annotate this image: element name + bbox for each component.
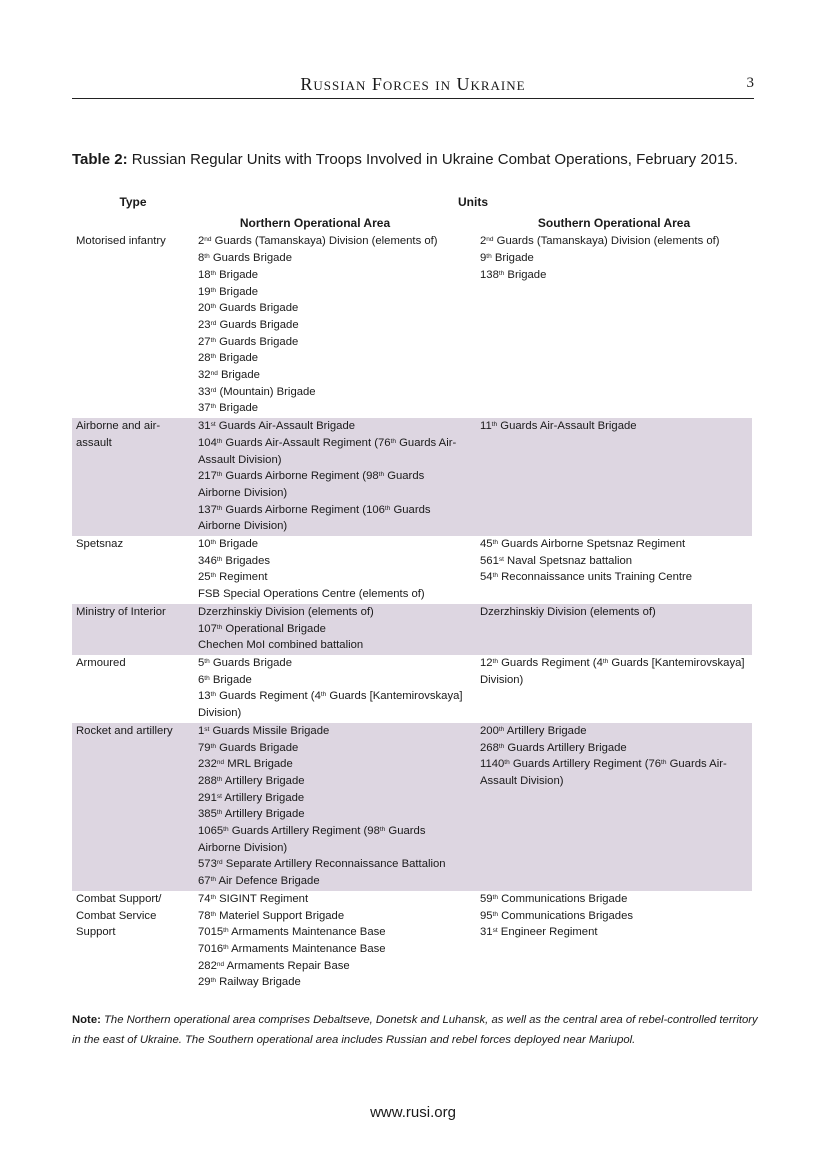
unit-type-cell [72,891,194,992]
unit-entry [198,723,476,740]
table-caption [72,151,772,168]
unit-entry [198,452,476,469]
unit-entry [198,553,476,570]
unit-type-label: Rocket and artillery [76,724,173,737]
unit-entry [198,621,476,638]
caption-text: Russian Regular Units with Troops Involved in Ukraine Combat Operations, February 2015. [127,151,738,168]
unit-entry [198,740,476,757]
unit-entry [198,974,476,991]
unit-entry [198,267,476,284]
ordinal-suffix: rd [216,859,223,867]
unit-text: Guards Regiment (4 [216,690,321,703]
unit-entry [198,284,476,301]
ordinal-suffix: th [492,572,498,580]
unit-entry [198,823,476,840]
ordinal-suffix: th [491,421,498,429]
unit-entry [480,553,752,570]
unit-text: Guards Air-Assault Brigade [497,420,637,433]
table-row [72,418,752,536]
ordinal-suffix: nd [216,960,225,968]
unit-entry [198,384,476,401]
unit-entry [480,655,752,672]
unit-text: Guards [385,825,426,838]
ordinal-suffix: th [223,927,229,935]
ordinal-suffix: th [492,657,498,665]
ordinal-suffix: th [216,809,223,817]
unit-text: Regiment [216,571,268,584]
unit-text: Airborne Division) [198,520,288,533]
unit-entry [480,267,752,284]
unit-entry [198,941,476,958]
footer-url: www.rusi.org [370,1104,456,1121]
ordinal-suffix: th [498,725,505,733]
unit-text: 268 [480,741,499,754]
unit-text: Brigade [504,268,547,281]
unit-type-label: Armoured [76,656,126,669]
unit-text: 29 [198,976,211,989]
unit-text: SIGINT Regiment [216,892,309,905]
unit-text: 20 [198,302,211,315]
unit-text: 200 [480,724,499,737]
unit-text: Reconnaissance units Training Centre [498,571,693,584]
table-row [72,536,752,604]
unit-text: Guards Air- [666,758,727,771]
unit-text: MRL Brigade [224,758,293,771]
header-south: Southern Operational Area [537,215,691,230]
unit-text: Guards Airborne Spetsnaz Regiment [498,538,686,551]
ordinal-suffix: rd [210,319,217,327]
unit-type-cell [72,536,194,604]
ordinal-suffix: th [486,253,492,261]
unit-text: 18 [198,268,211,281]
unit-type-label: Airborne and air- [76,420,161,433]
unit-text: 74 [198,892,211,905]
unit-text: 1140 [480,758,505,771]
unit-text: 561 [480,554,499,567]
unit-text: 54 [480,571,493,584]
unit-text: 33 [198,385,211,398]
unit-entry [480,740,752,757]
unit-text: 5 [198,656,205,669]
unit-entry [198,586,476,603]
unit-text: Guards [390,503,431,516]
unit-text: Division) [198,707,242,720]
table-body [72,233,752,992]
unit-text: (Mountain) Brigade [216,385,316,398]
unit-text: Brigade [216,538,259,551]
unit-text: Guards Air- [395,436,457,449]
ordinal-suffix: st [204,725,210,733]
southern-units-cell [476,655,752,723]
unit-type-cell [72,418,194,536]
ordinal-suffix: th [210,691,216,699]
table-row [72,723,752,891]
unit-text: 346 [198,554,217,567]
unit-entry [480,569,752,586]
ordinal-suffix: th [210,742,216,750]
unit-entry [480,604,752,621]
unit-text: Dzerzhinskiy Division (elements of) [198,605,374,618]
unit-entry [480,773,752,790]
units-table [72,192,752,992]
unit-type-label: Combat Service [76,909,157,922]
ordinal-suffix: st [210,421,216,429]
unit-text: Brigade [217,369,260,382]
unit-text: Guards (Tamanskaya) Division (elements of) [493,235,720,248]
note-label: Note: [72,1014,101,1026]
unit-entry [198,334,476,351]
unit-text: 1 [198,724,205,737]
unit-text: Armaments Repair Base [224,959,350,972]
unit-entry [198,233,476,250]
southern-units-cell [476,536,752,604]
unit-text: Guards (Tamanskaya) Division (elements of) [211,235,438,248]
unit-entry [198,637,476,654]
ordinal-suffix: th [210,876,216,884]
ordinal-suffix: th [504,759,510,767]
unit-entry [198,604,476,621]
ordinal-suffix: th [378,471,385,479]
unit-text: Airborne Division) [198,841,288,854]
unit-text: 573 [198,858,217,871]
page-header [72,74,754,99]
unit-text: Communications Brigades [498,909,633,922]
unit-text: Operational Brigade [222,622,326,635]
unit-text: 27 [198,335,211,348]
unit-text: Brigade [209,673,252,686]
unit-entry [198,655,476,672]
ordinal-suffix: st [498,555,504,563]
unit-text: 10 [198,538,211,551]
ordinal-suffix: th [223,826,229,834]
unit-text: 32 [198,369,211,382]
unit-text: Guards Artillery Regiment (98 [228,825,380,838]
unit-text: FSB Special Operations Centre (elements of) [198,588,425,601]
ordinal-suffix: th [492,893,498,901]
unit-text: 291 [198,791,217,804]
ordinal-suffix: nd [204,236,212,244]
table-note [72,1010,762,1050]
ordinal-suffix: th [492,539,498,547]
unit-entry [198,958,476,975]
unit-text: Artillery Brigade [504,724,587,737]
unit-text: 31 [480,926,493,939]
unit-entry [198,672,476,689]
unit-text: Guards Artillery Regiment (76 [509,758,662,771]
unit-text: Chechen MoI combined battalion [198,639,364,652]
ordinal-suffix: th [204,253,210,261]
ordinal-suffix: th [390,437,396,445]
unit-text: Guards Airborne Regiment (106 [222,503,385,516]
unit-entry [198,350,476,367]
unit-entry [480,250,752,267]
header-north: Northern Operational Area [239,215,391,230]
caption-label: Table 2: [72,151,128,168]
unit-text: Brigade [216,285,259,298]
unit-entry [198,806,476,823]
ordinal-suffix: th [216,775,223,783]
table-row [72,233,752,418]
southern-units-cell [476,418,752,536]
header-type: Type [119,195,147,209]
ordinal-suffix: th [216,471,223,479]
unit-entry [480,233,752,250]
southern-units-cell [476,891,752,992]
northern-units-cell [194,604,476,655]
unit-type-cell [72,233,194,418]
running-title: Russian Forces in Ukraine [300,74,526,94]
unit-entry [480,723,752,740]
unit-text: 2 [480,235,487,248]
ordinal-suffix: rd [210,386,217,394]
unit-entry [480,672,752,689]
unit-entry [198,705,476,722]
unit-type-cell [72,723,194,891]
ordinal-suffix: th [210,353,216,361]
unit-entry [198,536,476,553]
unit-text: 9 [480,252,487,265]
ordinal-suffix: th [320,691,327,699]
ordinal-suffix: th [492,910,498,918]
unit-text: Guards Brigade [209,656,292,669]
unit-text: 7015 [198,926,224,939]
unit-text: 282 [198,959,217,972]
note-text: The Northern operational area comprises Debaltseve, Donetsk and Luhansk, as well as the central area of rebel-controlled territory in the east of Ukraine. The Southern operational area includes Russian and rebel forces deployed near Mariupol. [72,1014,758,1046]
ordinal-suffix: th [210,403,216,411]
unit-text: 25 [198,571,211,584]
unit-entry [198,840,476,857]
ordinal-suffix: th [210,286,216,294]
unit-entry [480,756,752,773]
unit-entry [480,908,752,925]
unit-text: 217 [198,470,217,483]
unit-entry [480,891,752,908]
unit-entry [198,908,476,925]
ordinal-suffix: th [216,555,223,563]
unit-entry [198,688,476,705]
unit-entry [198,502,476,519]
ordinal-suffix: th [661,759,667,767]
unit-text: 45 [480,538,493,551]
unit-text: 11 [480,420,492,433]
unit-text: Guards Airborne Regiment (98 [222,470,379,483]
unit-text: 6 [198,673,205,686]
ordinal-suffix: th [379,826,386,834]
unit-text: Guards Air-Assault Regiment (76 [222,436,391,449]
unit-text: 107 [198,622,217,635]
unit-text: 7016 [198,942,224,955]
southern-units-cell [476,604,752,655]
unit-text: Guards Artillery Brigade [504,741,627,754]
unit-text: Dzerzhinskiy Division (elements of) [480,605,656,618]
unit-text: 13 [198,690,211,703]
unit-text: Materiel Support Brigade [216,909,345,922]
ordinal-suffix: th [216,623,223,631]
ordinal-suffix: th [210,336,216,344]
unit-text: Communications Brigade [498,892,628,905]
unit-text: Armaments Maintenance Base [228,926,386,939]
unit-entry [480,536,752,553]
unit-type-label: Combat Support/ [76,892,162,905]
unit-text: Brigades [222,554,271,567]
unit-type-label: Spetsnaz [76,538,124,551]
ordinal-suffix: th [498,269,505,277]
unit-text: Guards Brigade [216,302,299,315]
unit-text: 23 [198,318,211,331]
southern-units-cell [476,723,752,891]
unit-entry [198,856,476,873]
unit-text: 1065 [198,825,224,838]
unit-entry [198,518,476,535]
unit-type-label: Support [76,926,116,939]
ordinal-suffix: th [204,674,210,682]
ordinal-suffix: th [210,977,216,985]
unit-text: Guards Brigade [209,252,292,265]
northern-units-cell [194,233,476,418]
unit-text: Artillery Brigade [222,774,305,787]
ordinal-suffix: nd [486,236,494,244]
unit-text: 8 [198,252,205,265]
unit-text: 59 [480,892,493,905]
unit-entry [198,891,476,908]
unit-text: Guards [Kantemirovskaya] [608,656,745,669]
unit-text: 12 [480,656,493,669]
unit-text: 37 [198,402,211,415]
unit-type-cell [72,655,194,723]
unit-entry [198,773,476,790]
unit-text: Brigade [216,402,259,415]
northern-units-cell [194,723,476,891]
unit-type-label: Ministry of Interior [76,605,166,618]
unit-text: Assault Division) [480,774,564,787]
unit-text: 19 [198,285,211,298]
unit-type-label: Motorised infantry [76,235,166,248]
unit-entry [198,300,476,317]
unit-text: Guards [384,470,425,483]
unit-text: Artillery Brigade [222,808,305,821]
unit-text: Armaments Maintenance Base [228,942,386,955]
unit-text: Guards Regiment (4 [498,656,603,669]
unit-text: Separate Artillery Reconnaissance Battalion [222,858,446,871]
northern-units-cell [194,891,476,992]
unit-text: Guards [Kantemirovskaya] [326,690,463,703]
unit-entry [198,418,476,435]
ordinal-suffix: st [216,792,222,800]
unit-entry [198,756,476,773]
ordinal-suffix: th [210,572,216,580]
unit-text: 79 [198,741,211,754]
unit-text: 385 [198,808,217,821]
unit-entry [198,400,476,417]
unit-entry [480,924,752,941]
unit-text: Guards Air-Assault Brigade [215,420,356,433]
northern-units-cell [194,655,476,723]
unit-text: 232 [198,758,217,771]
unit-text: Airborne Division) [198,486,288,499]
ordinal-suffix: th [498,742,505,750]
ordinal-suffix: nd [210,370,218,378]
ordinal-suffix: th [210,910,216,918]
ordinal-suffix: th [210,539,216,547]
unit-entry [198,924,476,941]
unit-text: 31 [198,420,211,433]
header-units: Units [458,195,488,209]
unit-text: Guards Missile Brigade [209,724,330,737]
unit-entry [480,418,752,435]
unit-text: Air Defence Brigade [216,875,320,888]
table-row [72,891,752,992]
unit-text: 288 [198,774,217,787]
ordinal-suffix: th [216,437,223,445]
unit-text: Guards Brigade [216,741,299,754]
unit-text: Brigade [216,268,259,281]
ordinal-suffix: th [602,657,609,665]
unit-text: Guards Brigade [216,335,299,348]
ordinal-suffix: th [223,943,229,951]
unit-text: Guards Brigade [216,318,299,331]
unit-entry [198,468,476,485]
unit-entry [198,435,476,452]
unit-text: 2 [198,235,205,248]
unit-text: Railway Brigade [216,976,301,989]
ordinal-suffix: th [210,893,216,901]
unit-text: 67 [198,875,211,888]
unit-entry [198,485,476,502]
unit-text: Assault Division) [198,453,282,466]
unit-entry [198,367,476,384]
unit-text: Brigade [216,352,259,365]
unit-text: 104 [198,436,217,449]
unit-text: 95 [480,909,493,922]
ordinal-suffix: th [210,269,216,277]
unit-text: Engineer Regiment [497,926,598,939]
unit-type-cell [72,604,194,655]
ordinal-suffix: th [384,504,391,512]
unit-text: 138 [480,268,499,281]
unit-text: 28 [198,352,211,365]
ordinal-suffix: th [204,657,210,665]
ordinal-suffix: nd [216,759,225,767]
southern-units-cell [476,233,752,418]
ordinal-suffix: st [492,927,498,935]
page-number: 3 [746,75,754,91]
unit-text: 137 [198,503,217,516]
northern-units-cell [194,418,476,536]
northern-units-cell [194,536,476,604]
unit-entry [198,790,476,807]
ordinal-suffix: th [210,303,216,311]
unit-entry [198,873,476,890]
unit-type-label: assault [76,436,112,449]
ordinal-suffix: th [216,504,223,512]
unit-text: Division) [480,673,524,686]
unit-text: Artillery Brigade [221,791,305,804]
unit-entry [198,250,476,267]
unit-entry [198,569,476,586]
unit-entry [198,317,476,334]
unit-text: 78 [198,909,211,922]
table-row [72,604,752,655]
table-row [72,655,752,723]
unit-text: Naval Spetsnaz battalion [503,554,633,567]
unit-text: Brigade [491,252,534,265]
